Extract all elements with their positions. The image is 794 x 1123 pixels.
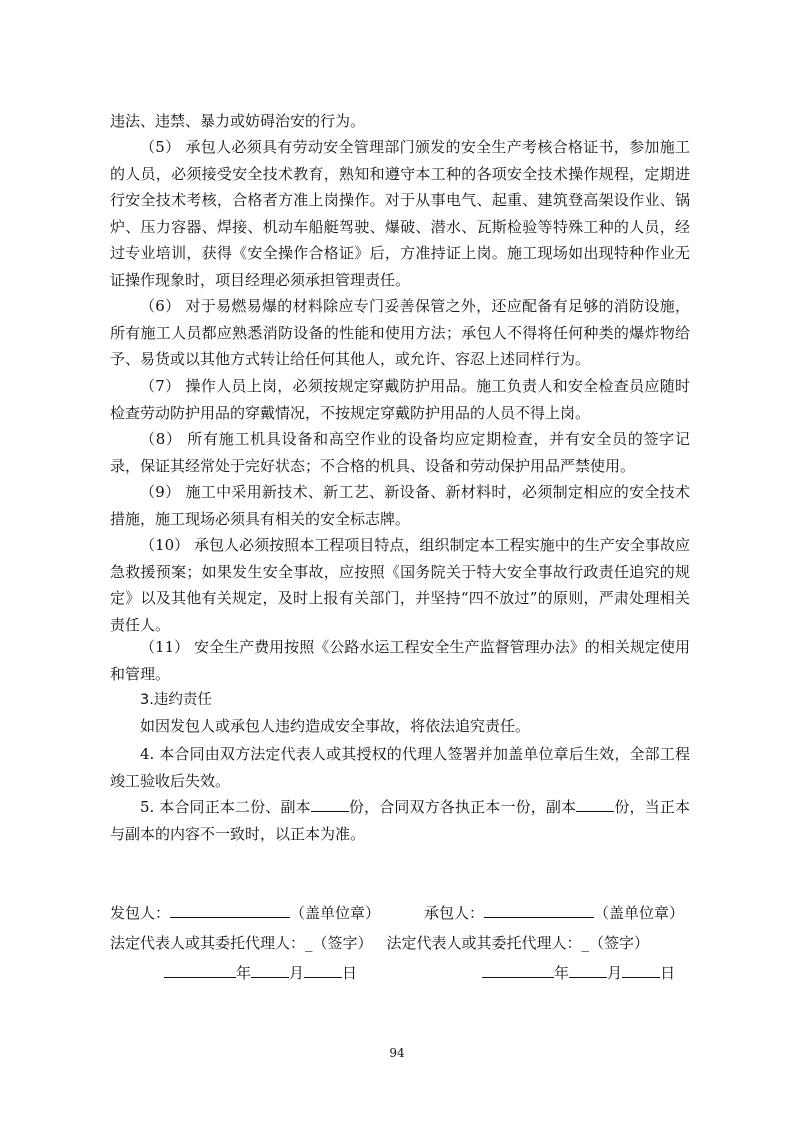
- clause-11-paragraph: （11） 安全生产费用按照《公路水运工程安全生产监督管理办法》的相关规定使用和管理。: [110, 638, 690, 683]
- employer-blank: [170, 903, 290, 918]
- clause-6-paragraph: （6） 对于易燃易爆的材料除应专门妥善保管之外，还应配备有足够的消防设施，所有施工人员都应熟悉消防设备的性能和使用方法；承包人不得将任何种类的爆炸物给予、易货或以其他方式转让给任何其他人，或允许、容忍上述同样行为。: [110, 297, 690, 368]
- contractor-rep-blank: _: [581, 934, 590, 952]
- section-3-body: 如因发包人或承包人违约造成安全事故，将依法追究责任。: [140, 717, 531, 735]
- clause-10-paragraph: （10） 承包人必须按照本工程项目特点，组织制定本工程实施中的生产安全事故应急救援预案；如果发生安全事故，应按照《国务院关于特大安全事故行政责任追究的规定》以及其他有关规定，及时上报有关部门，并坚持“四不放过”的原则，严肃处理相关责任人。: [110, 536, 690, 634]
- signature-date-row: [110, 960, 710, 986]
- employer-sign-note: （签字）: [312, 934, 373, 952]
- contractor-month-label: 月: [607, 964, 623, 982]
- clause-5-text-2: 份，合同双方各执正本一份，副本: [348, 798, 577, 816]
- copies-blank-2: [576, 797, 614, 812]
- page-number: 94: [389, 1046, 405, 1060]
- employer-seal-note: （盖单位章）: [290, 904, 381, 922]
- contractor-day-label: 日: [660, 964, 676, 982]
- paragraph-continuation: 违法、违禁、暴力或妨碍治安的行为。: [110, 112, 366, 130]
- employer-rep-label: 法定代表人或其委托代理人：: [110, 934, 306, 952]
- section-3-heading: 3.违约责任: [140, 692, 212, 708]
- clause-4-paragraph: 4. 本合同由双方法定代表人或其授权的代理人签署并加盖单位章后生效，全部工程竣工验收后失效。: [110, 745, 690, 790]
- contractor-blank: [484, 903, 594, 918]
- copies-blank-1: [311, 797, 349, 812]
- employer-day-label: 日: [342, 964, 358, 982]
- clause-8-paragraph: （8） 所有施工机具设备和高空作业的设备均应定期检查，并有安全员的签字记录，保证其经常处于完好状态；不合格的机具、设备和劳动保护用品严禁使用。: [110, 430, 690, 475]
- clause-5-text-3: 份，当正本与副本的内容不一致时，以正本为准。: [110, 798, 690, 843]
- signature-representative-row: [110, 930, 710, 956]
- clause-5-paragraph: （5） 承包人必须具有劳动安全管理部门颁发的安全生产考核合格证书，参加施工的人员，必须接受安全技术教育，熟知和遵守本工种的各项安全技术操作规程，定期进行安全技术考核，合格者方准上岗操作。对于从事电气、起重、建筑登高架设作业、锅炉、压力容器、焊接、机动车船艇驾驶、爆破、潜水、瓦斯检验等特殊工种的人员，经过专业培训，获得《安全操作合格证》后，方准持证上岗。施工现场如出现特种作业无证操作现象时，项目经理必须承担管理责任。: [110, 138, 690, 289]
- contractor-seal-note: （盖单位章）: [594, 904, 685, 922]
- contractor-label: 承包人：: [424, 904, 485, 922]
- employer-label: 发包人：: [110, 904, 171, 922]
- contractor-rep-label: 法定代表人或其委托代理人：: [386, 934, 582, 952]
- contractor-day-blank: [622, 963, 660, 978]
- contractor-year-blank: [482, 963, 554, 978]
- clause-9-paragraph: （9） 施工中采用新技术、新工艺、新设备、新材料时，必须制定相应的安全技术措施，施工现场必须具有相关的安全标志牌。: [110, 483, 690, 528]
- signature-party-row: [110, 900, 710, 926]
- employer-month-label: 月: [289, 964, 305, 982]
- contractor-sign-note: （签字）: [589, 934, 650, 952]
- employer-month-blank: [251, 963, 289, 978]
- employer-day-blank: [304, 963, 342, 978]
- clause-5-text-1: 5. 本合同正本二份、副本: [140, 798, 311, 816]
- contractor-year-label: 年: [554, 964, 570, 982]
- employer-rep-blank: _: [305, 934, 313, 952]
- clause-5-copies-paragraph: [110, 794, 690, 847]
- contractor-month-blank: [569, 963, 607, 978]
- employer-year-blank: [164, 963, 236, 978]
- employer-year-label: 年: [236, 964, 252, 982]
- clause-7-paragraph: （7） 操作人员上岗，必须按规定穿戴防护用品。施工负责人和安全检查员应随时检查劳动防护用品的穿戴情况，不按规定穿戴防护用品的人员不得上岗。: [110, 377, 690, 422]
